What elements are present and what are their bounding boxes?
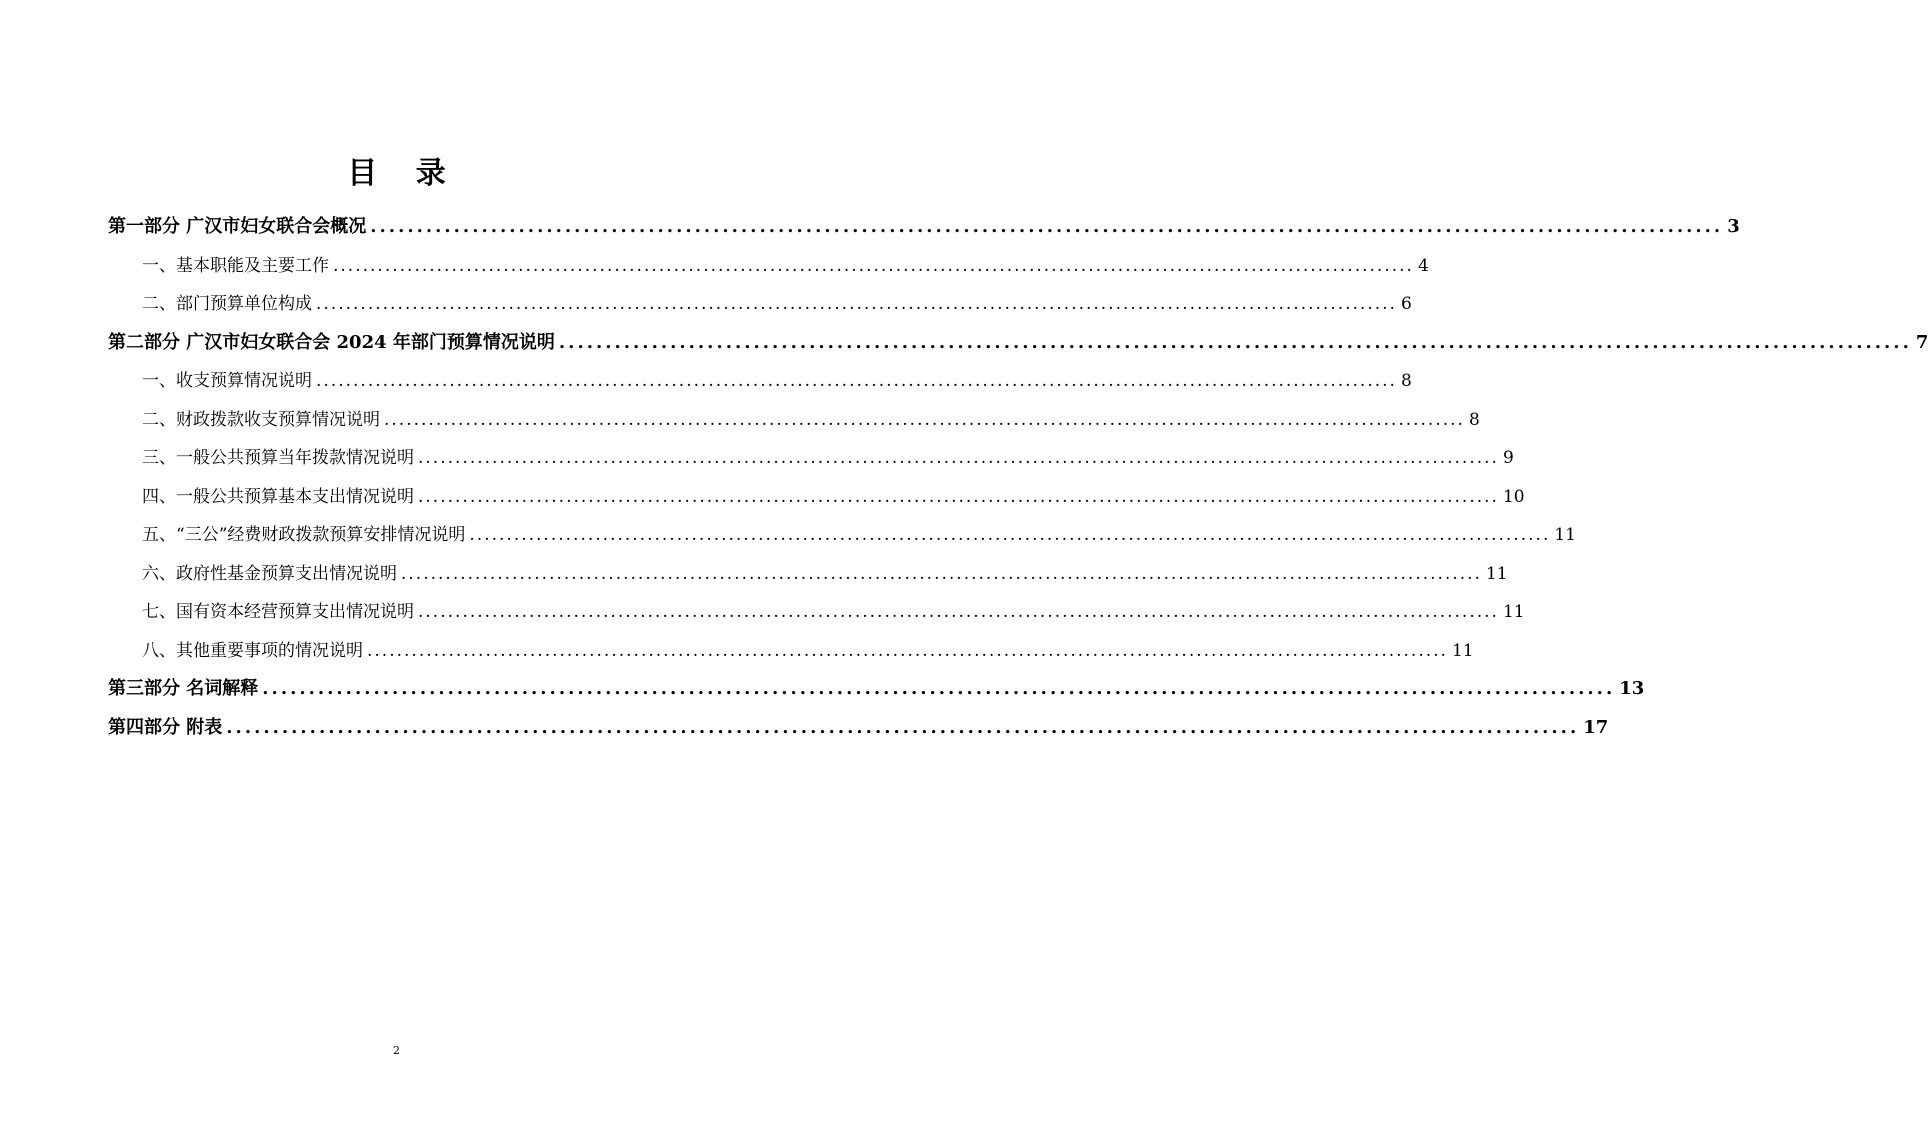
toc-dot-leader: .................................................................................................................................................. — [418, 486, 1499, 507]
toc-page-number: 8 — [1400, 371, 1412, 391]
toc-dot-leader: .................................................................................................................................................. — [401, 563, 1482, 584]
toc-page-number: 11 — [1451, 640, 1474, 661]
toc-entry-part-3[interactable] — [108, 670, 1645, 709]
toc-entry-section[interactable] — [108, 593, 1525, 632]
toc-page-number: 9 — [1502, 448, 1514, 468]
toc-page-number: 13 — [1619, 678, 1645, 699]
toc-page-number: 6 — [1400, 294, 1412, 314]
toc-page-number: 11 — [1554, 525, 1576, 545]
toc-entry-text: 七、国有资本经营预算支出情况说明 — [142, 602, 414, 622]
toc-page-number: 17 — [1583, 716, 1609, 738]
toc-dot-leader: .................................................................................................................................................. — [418, 602, 1499, 622]
toc-page-number: 3 — [1727, 216, 1740, 237]
toc-entry-text: 第四部分 附表 — [108, 716, 223, 738]
toc-entry-section[interactable] — [108, 247, 1429, 286]
toc-dot-leader: .................................................................................................................................................. — [262, 678, 1616, 699]
toc-list — [108, 208, 1928, 747]
page-number: 2 — [393, 1044, 400, 1057]
toc-entry-section[interactable] — [108, 439, 1514, 478]
toc-dot-leader: .................................................................................................................................................. — [367, 640, 1448, 661]
toc-entry-text: 五、“三公”经费财政拨款预算安排情况说明 — [142, 525, 466, 545]
toc-dot-leader: .................................................................................................................................................. — [384, 409, 1465, 430]
toc-entry-section[interactable] — [108, 478, 1525, 517]
toc-page-number: 11 — [1502, 602, 1525, 622]
toc-dot-leader: .................................................................................................................................................. — [469, 525, 1551, 545]
toc-entry-text: 第三部分 名词解释 — [108, 678, 259, 699]
toc-entry-section[interactable] — [108, 632, 1474, 671]
toc-entry-text: 一、收支预算情况说明 — [142, 371, 312, 391]
toc-title: 目 录 — [347, 156, 460, 191]
toc-dot-leader: .................................................................................................................................................. — [226, 716, 1580, 738]
toc-entry-part-4[interactable] — [108, 709, 1609, 748]
toc-dot-leader: .................................................................................................................................................. — [316, 294, 1397, 314]
toc-entry-text: 二、部门预算单位构成 — [142, 294, 312, 314]
toc-entry-text: 六、政府性基金预算支出情况说明 — [142, 563, 397, 584]
toc-dot-leader: .................................................................................................................................................. — [558, 331, 1912, 353]
toc-entry-text: 第二部分 广汉市妇女联合会 2024 年部门预算情况说明 — [108, 331, 555, 353]
toc-page-number: 10 — [1502, 486, 1525, 507]
toc-dot-leader: .................................................................................................................................................. — [370, 216, 1724, 237]
toc-entry-section[interactable] — [108, 555, 1508, 594]
toc-dot-leader: .................................................................................................................................................. — [418, 448, 1499, 468]
toc-entry-text: 第一部分 广汉市妇女联合会概况 — [108, 216, 367, 237]
toc-entry-part-2[interactable] — [108, 324, 1928, 363]
toc-page-number: 11 — [1485, 563, 1508, 584]
toc-page-number: 7 — [1915, 331, 1928, 353]
toc-entry-section[interactable] — [108, 401, 1480, 440]
toc-page-number: 8 — [1468, 409, 1480, 430]
toc-entry-text: 八、其他重要事项的情况说明 — [142, 640, 363, 661]
toc-entry-part-1[interactable] — [108, 208, 1740, 247]
toc-entry-section[interactable] — [108, 285, 1412, 324]
toc-entry-text: 三、一般公共预算当年拨款情况说明 — [142, 448, 414, 468]
toc-dot-leader: .................................................................................................................................................. — [333, 255, 1414, 276]
toc-page-number: 4 — [1417, 255, 1429, 276]
toc-entry-section[interactable] — [108, 516, 1576, 555]
toc-entry-text: 二、财政拨款收支预算情况说明 — [142, 409, 380, 430]
toc-entry-section[interactable] — [108, 362, 1412, 401]
toc-dot-leader: .................................................................................................................................................. — [316, 371, 1397, 391]
toc-entry-text: 四、一般公共预算基本支出情况说明 — [142, 486, 414, 507]
toc-entry-text: 一、基本职能及主要工作 — [142, 255, 329, 276]
